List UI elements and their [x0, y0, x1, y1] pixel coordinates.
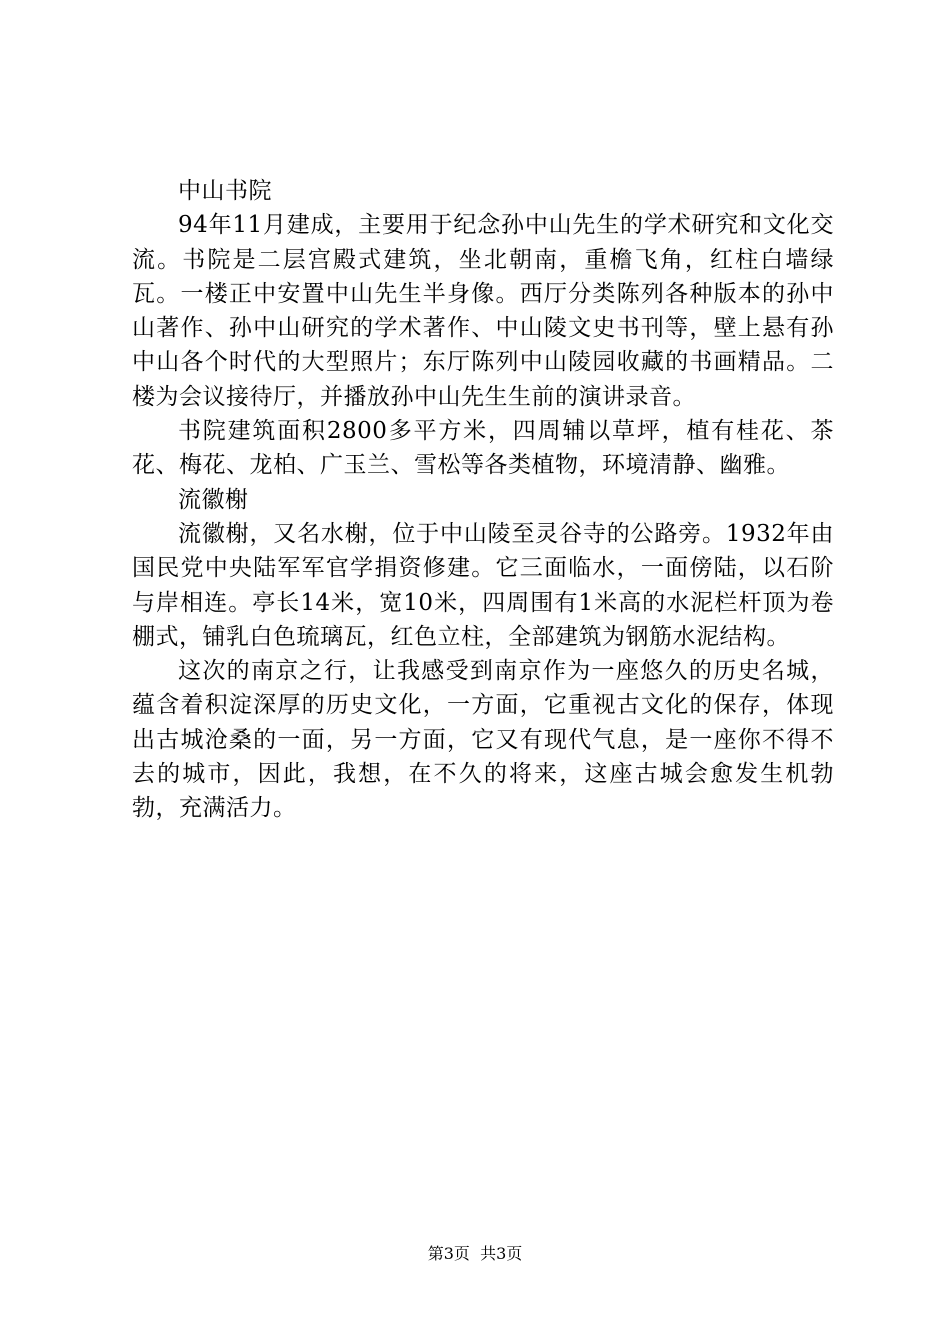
- page-number: 第3页: [427, 1244, 470, 1263]
- paragraph-conclusion: 这次的南京之行，让我感受到南京作为一座悠久的历史名城，蕴含着积淀深厚的历史文化，一方面，它重视古文化的保存，体现出古城沧桑的一面，另一方面，它又有现代气息，是一座你不得不去的城市，因此，我想，在不久的将来，这座古城会愈发生机勃勃，充满活力。: [132, 658, 834, 822]
- document-body: [132, 174, 834, 826]
- section-heading-liuhui-pavilion: 流徽榭: [178, 486, 249, 513]
- page-total: 共3页: [480, 1244, 523, 1263]
- paragraph-academy-description: 94年11月建成，主要用于纪念孙中山先生的学术研究和文化交流。书院是二层宫殿式建筑，坐北朝南，重檐飞角，红柱白墙绿瓦。一楼正中安置中山先生半身像。西厅分类陈列各种版本的孙中山著作、孙中山研究的学术著作、中山陵文史书刊等，壁上悬有孙中山各个时代的大型照片；东厅陈列中山陵园收藏的书画精品。二楼为会议接待厅，并播放孙中山先生生前的演讲录音。: [132, 212, 834, 410]
- page-footer: [0, 1244, 950, 1264]
- paragraph-pavilion-description: 流徽榭，又名水榭，位于中山陵至灵谷寺的公路旁。1932年由国民党中央陆军军官学捐资修建。它三面临水，一面傍陆，以石阶与岸相连。亭长14米，宽10米，四周围有1米高的水泥栏杆顶为卷棚式，铺乳白色琉璃瓦，红色立柱，全部建筑为钢筋水泥结构。: [132, 520, 834, 650]
- section-heading-zhongshan-academy: 中山书院: [178, 178, 272, 204]
- footer-separator: [470, 1244, 480, 1263]
- paragraph-academy-area: 书院建筑面积2800多平方米，四周辅以草坪，植有桂花、茶花、梅花、龙柏、广玉兰、雪松等各类植物，环境清静、幽雅。: [132, 418, 834, 479]
